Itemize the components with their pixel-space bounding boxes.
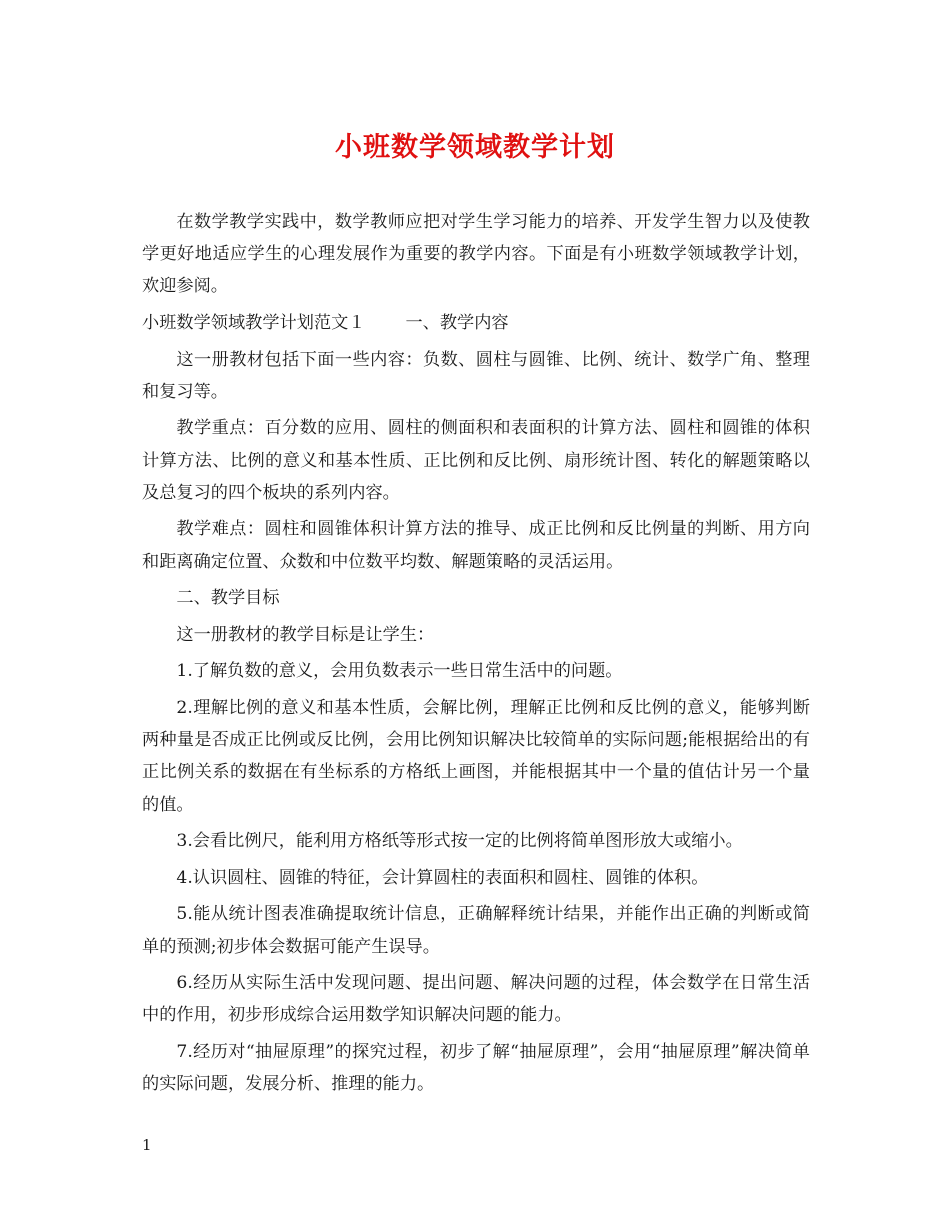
goals-intro-paragraph: 这一册教材的教学目标是让学生： bbox=[176, 624, 435, 645]
document-title: 小班数学领域教学计划 bbox=[335, 132, 615, 163]
content-paragraph: 这一册教材包括下面一些内容：负数、圆柱与圆锥、比例、统计、数学广角、整理和复习等。 bbox=[142, 349, 810, 402]
section-heading-goals: 二、教学目标 bbox=[176, 588, 280, 609]
sample-heading: 小班数学领域教学计划范文１ bbox=[142, 313, 366, 333]
intro-paragraph: 在数学教学实践中，数学教师应把对学生学习能力的培养、开发学生智力以及使教学更好地适应学生的心理发展作为重要的教学内容。下面是有小班数学领域教学计划，欢迎参阅。 bbox=[142, 212, 810, 297]
goal-item: 7.经历对“抽屉原理”的探究过程，初步了解“抽屉原理”，会用“抽屉原理”解决简单的实际问题，发展分析、推理的能力。 bbox=[142, 1041, 810, 1095]
goal-item: 5.能从统计图表准确提取统计信息，正确解释统计结果，并能作出正确的判断或简单的预测;初步体会数据可能产生误导。 bbox=[142, 904, 810, 957]
sample-heading-line bbox=[142, 307, 810, 339]
difficulties-paragraph: 教学难点：圆柱和圆锥体积计算方法的推导、成正比例和反比例量的判断、用方向和距离确定位置、众数和中位数平均数、解题策略的灵活运用。 bbox=[142, 519, 810, 572]
goal-item: 4.认识圆柱、圆锥的特征，会计算圆柱的表面积和圆柱、圆锥的体积。 bbox=[176, 867, 709, 888]
section-heading-content: 一、教学内容 bbox=[405, 313, 509, 333]
goal-item: 3.会看比例尺，能利用方格纸等形式按一定的比例将简单图形放大或缩小。 bbox=[176, 831, 743, 852]
goal-item: 1.了解负数的意义，会用负数表示一些日常生活中的问题。 bbox=[176, 661, 623, 682]
goal-item: 2.理解比例的意义和基本性质，会解比例，理解正比例和反比例的意义，能够判断两种量是否成正比例或反比例，会用比例知识解决比较简单的实际问题;能根据给出的有正比例关系的数据在有坐标系的方格纸上画图，并能根据其中一个量的值估计另一个量的值。 bbox=[142, 697, 810, 815]
goal-item: 6.经历从实际生活中发现问题、提出问题、解决问题的过程，体会数学在日常生活中的作用，初步形成综合运用数学知识解决问题的能力。 bbox=[142, 973, 810, 1026]
key-points-paragraph: 教学重点：百分数的应用、圆柱的侧面积和表面积的计算方法、圆柱和圆锥的体积计算方法、比例的意义和基本性质、正比例和反比例、扇形统计图、转化的解题策略以及总复习的四个板块的系列内容。 bbox=[142, 418, 810, 503]
page-number: 1 bbox=[142, 1136, 152, 1154]
document-body bbox=[142, 206, 810, 1105]
